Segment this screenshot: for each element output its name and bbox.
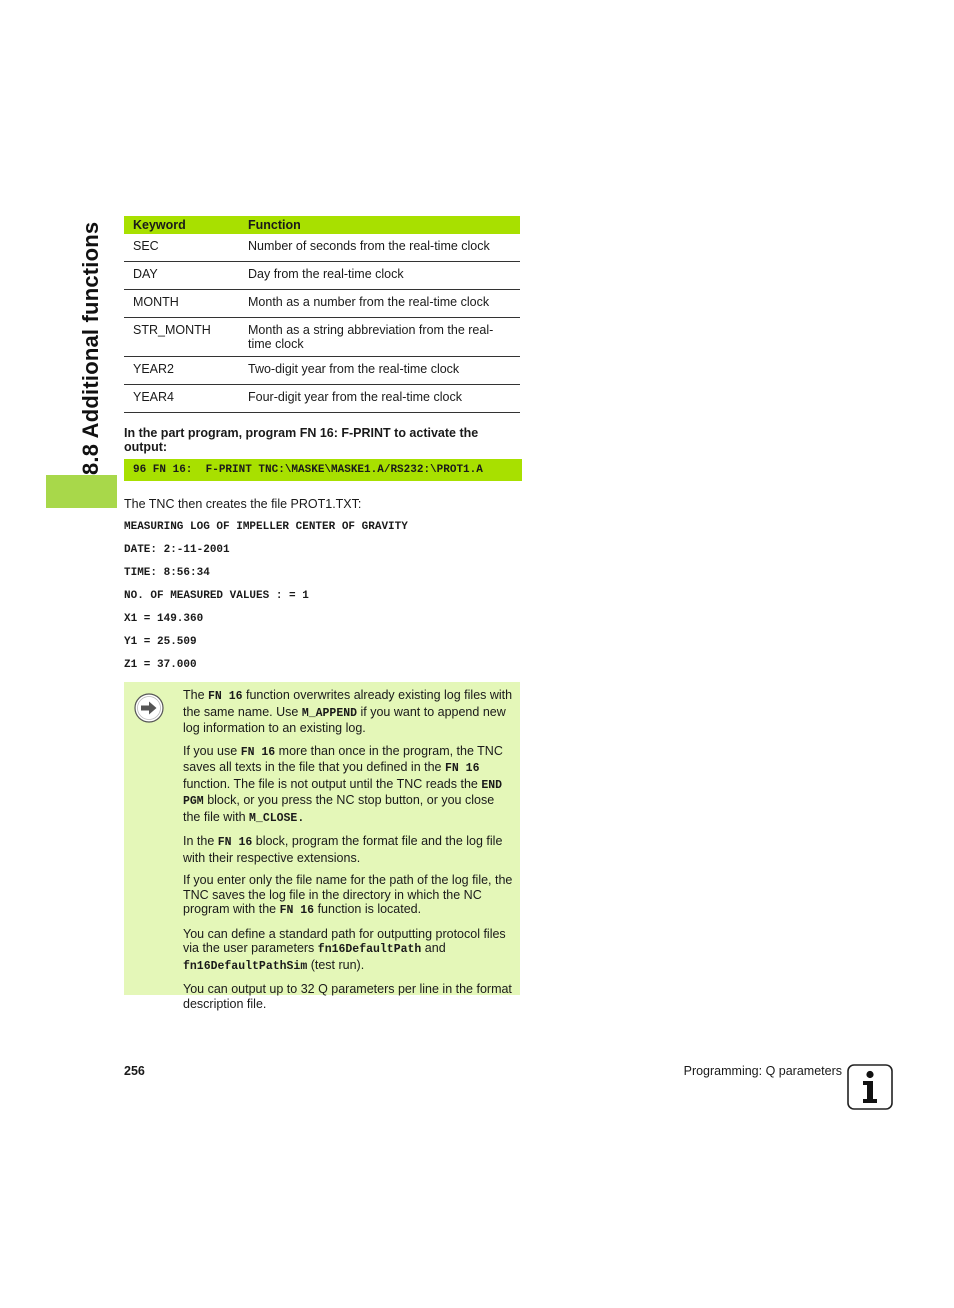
note-text: [183, 688, 513, 1019]
section-title-vertical: 8.8 Additional functions: [78, 221, 103, 475]
output-line: DATE: 2:-11-2001: [124, 544, 230, 556]
note-paragraph: [183, 927, 513, 975]
note-text-span: You can define a standard path for outputting protocol files via the user parameters: [183, 926, 506, 955]
note-box: [124, 682, 520, 1011]
note-text-span: (test run).: [307, 957, 365, 972]
code-term: M_CLOSE.: [249, 811, 305, 825]
code-block: 96 FN 16: F-PRINT TNC:\MASKE\MASKE1.A/RS232:\PROT1.A: [124, 459, 522, 481]
table-row: [124, 262, 520, 290]
table-cell-function: Month as a string abbreviation from the real-time clock: [239, 318, 520, 357]
note-paragraph: [183, 834, 513, 865]
note-text-span: In the: [183, 834, 218, 848]
note-text-span: The: [183, 688, 209, 702]
output-line: Z1 = 37.000: [124, 659, 197, 671]
table-cell-keyword: YEAR2: [124, 357, 239, 385]
note-paragraph: You can output up to 32 Q parameters per line in the format description file.: [183, 982, 512, 1011]
chapter-title: Programming: Q parameters: [683, 1064, 842, 1078]
table-row: [124, 234, 520, 262]
code-term: FN 16: [208, 690, 243, 703]
table-cell-keyword: YEAR4: [124, 385, 239, 413]
code-term: FN 16: [240, 745, 276, 759]
note-text-span: and: [421, 941, 446, 955]
arrow-right-icon: [134, 693, 164, 723]
code-term: fn16DefaultPathSim: [183, 959, 308, 973]
output-line: TIME: 8:56:34: [124, 567, 210, 579]
table-cell-keyword: MONTH: [124, 290, 239, 318]
table-cell-keyword: DAY: [124, 262, 239, 290]
note-text-span: function overwrites already existing log files with the same name. Use: [183, 688, 513, 719]
note-text-span: block, program the format file and the log file with their respective extensions.: [183, 834, 503, 865]
note-paragraph: [183, 873, 513, 919]
note-text-span: If you enter only the file name for the path of the log file, the TNC saves the log file in the directory in which the NC program with the: [183, 873, 513, 916]
note-text-span: block, or you press the NC stop button, or you close the file with: [183, 793, 495, 824]
section-tab-marker: [46, 475, 117, 508]
table-cell-function: Two-digit year from the real-time clock: [239, 357, 520, 385]
note-text-span: function. The file is not output until the TNC reads the: [183, 776, 482, 791]
instruction-text: In the part program, program FN 16: F-PRINT to activate the output:: [124, 426, 479, 454]
table-row: [124, 318, 520, 357]
keyword-table: [124, 216, 520, 413]
info-icon: [847, 1064, 893, 1110]
table-cell-keyword: STR_MONTH: [124, 318, 239, 357]
output-line: MEASURING LOG OF IMPELLER CENTER OF GRAVITY: [124, 521, 408, 533]
table-row: [124, 290, 520, 318]
table-header-keyword: Keyword: [124, 216, 239, 234]
code-term: M_APPEND: [301, 706, 358, 720]
table-row: [124, 357, 520, 385]
code-term: FN 16: [279, 904, 315, 917]
code-term: FN 16: [217, 836, 253, 849]
table-header-row: [124, 216, 520, 234]
page-number: 256: [124, 1064, 145, 1078]
code-term: END PGM: [183, 778, 503, 808]
note-paragraph: [183, 744, 513, 827]
table-cell-function: Month as a number from the real-time clock: [239, 290, 520, 318]
code-term: FN 16: [444, 762, 480, 775]
output-line: X1 = 149.360: [124, 613, 204, 625]
table-cell-function: Four-digit year from the real-time clock: [239, 385, 520, 413]
table-cell-keyword: SEC: [124, 234, 239, 262]
note-text-span: If you use: [183, 743, 241, 758]
table-cell-function: Day from the real-time clock: [239, 262, 520, 290]
note-text-span: more than once in the program, the TNC saves all texts in the file that you defined in the: [183, 743, 503, 774]
note-text-span: function is located.: [314, 902, 422, 916]
table-cell-function: Number of seconds from the real-time clock: [239, 234, 520, 262]
note-paragraph: [183, 688, 513, 736]
table-row: [124, 385, 520, 413]
output-line: Y1 = 25.509: [124, 636, 197, 648]
output-line: NO. OF MEASURED VALUES : = 1: [124, 590, 309, 602]
code-term: fn16DefaultPath: [317, 943, 422, 956]
creates-file-text: The TNC then creates the file PROT1.TXT:: [124, 497, 362, 511]
note-text-span: if you want to append new log information to an existing log.: [183, 704, 506, 735]
table-header-function: Function: [239, 216, 520, 234]
